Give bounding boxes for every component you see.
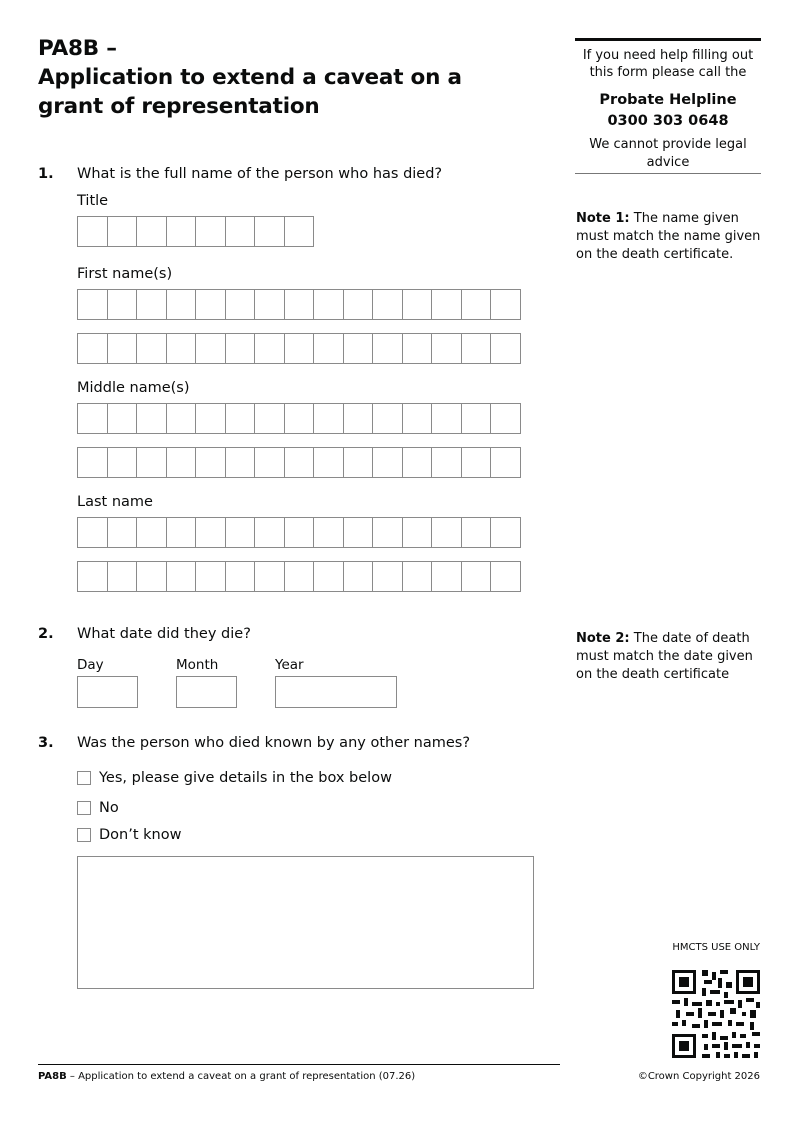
letter-box[interactable] xyxy=(343,517,374,548)
letter-box[interactable] xyxy=(461,517,492,548)
option-no-label: No xyxy=(99,800,119,816)
letter-box[interactable] xyxy=(225,447,256,478)
letter-box[interactable] xyxy=(284,403,315,434)
letter-box[interactable] xyxy=(166,403,197,434)
helpline-box xyxy=(575,38,761,174)
letter-box[interactable] xyxy=(313,333,344,364)
letter-box[interactable] xyxy=(461,289,492,320)
option-no[interactable] xyxy=(77,800,119,816)
letter-box[interactable] xyxy=(254,447,285,478)
middle-name-input-boxes-2[interactable] xyxy=(77,447,520,478)
form-code: PA8B – xyxy=(38,36,117,61)
letter-box[interactable] xyxy=(284,333,315,364)
hmcts-use-only-label: HMCTS USE ONLY xyxy=(672,942,760,953)
month-input[interactable] xyxy=(176,676,237,708)
letter-box[interactable] xyxy=(372,447,403,478)
last-name-label: Last name xyxy=(77,494,153,510)
letter-box[interactable] xyxy=(136,517,167,548)
letter-box[interactable] xyxy=(195,561,226,592)
letter-box[interactable] xyxy=(343,333,374,364)
letter-box[interactable] xyxy=(77,403,108,434)
letter-box[interactable] xyxy=(313,561,344,592)
letter-box[interactable] xyxy=(77,447,108,478)
footer-form-text: – Application to extend a caveat on a grant of representation (07.26) xyxy=(66,1071,416,1082)
helpline-intro: If you need help filling out this form please call the xyxy=(582,48,754,80)
first-name-input-boxes-1[interactable] xyxy=(77,289,520,320)
title-input-boxes[interactable] xyxy=(77,216,313,247)
letter-box[interactable] xyxy=(372,517,403,548)
letter-box[interactable] xyxy=(195,403,226,434)
letter-box[interactable] xyxy=(431,517,462,548)
letter-box[interactable] xyxy=(254,403,285,434)
footer-form-code: PA8B xyxy=(38,1071,67,1082)
question-1-text: What is the full name of the person who has died? xyxy=(77,166,443,182)
letter-box[interactable] xyxy=(166,333,197,364)
title-label: Title xyxy=(77,193,109,209)
helpline-disclaimer: We cannot provide legal advice xyxy=(589,137,747,170)
letter-box[interactable] xyxy=(372,289,403,320)
letter-box[interactable] xyxy=(166,517,197,548)
letter-box[interactable] xyxy=(136,216,167,247)
letter-box[interactable] xyxy=(402,333,433,364)
letter-box[interactable] xyxy=(372,333,403,364)
letter-box[interactable] xyxy=(136,333,167,364)
letter-box[interactable] xyxy=(461,447,492,478)
letter-box[interactable] xyxy=(490,561,521,592)
letter-box[interactable] xyxy=(343,561,374,592)
title-line-1: Application to extend a caveat on a xyxy=(38,65,462,90)
question-2-number: 2. xyxy=(38,626,54,642)
year-label: Year xyxy=(275,657,304,673)
letter-box[interactable] xyxy=(431,333,462,364)
letter-box[interactable] xyxy=(136,561,167,592)
copyright-notice: ©Crown Copyright 2026 xyxy=(637,1071,760,1082)
letter-box[interactable] xyxy=(107,447,138,478)
last-name-input-boxes-1[interactable] xyxy=(77,517,520,548)
qr-code-image xyxy=(672,970,760,1058)
letter-box[interactable] xyxy=(166,447,197,478)
letter-box[interactable] xyxy=(461,333,492,364)
letter-box[interactable] xyxy=(136,403,167,434)
year-input[interactable] xyxy=(275,676,397,708)
footer-form-reference xyxy=(38,1071,415,1082)
day-input[interactable] xyxy=(77,676,138,708)
letter-box[interactable] xyxy=(166,561,197,592)
letter-box[interactable] xyxy=(402,403,433,434)
letter-box[interactable] xyxy=(372,561,403,592)
letter-box[interactable] xyxy=(431,561,462,592)
letter-box[interactable] xyxy=(284,289,315,320)
middle-name-input-boxes-1[interactable] xyxy=(77,403,520,434)
option-dont-know-label: Don’t know xyxy=(99,827,182,843)
letter-box[interactable] xyxy=(107,289,138,320)
last-name-input-boxes-2[interactable] xyxy=(77,561,520,592)
letter-box[interactable] xyxy=(136,447,167,478)
letter-box[interactable] xyxy=(284,561,315,592)
letter-box[interactable] xyxy=(166,216,197,247)
note-2-text: The date of death must match the date given on the death certificate xyxy=(576,631,753,682)
letter-box[interactable] xyxy=(490,403,521,434)
letter-box[interactable] xyxy=(284,216,315,247)
letter-box[interactable] xyxy=(107,561,138,592)
note-1-label: Note 1: xyxy=(576,211,630,226)
helpline-name: Probate Helpline xyxy=(599,92,737,108)
option-yes-label: Yes, please give details in the box below xyxy=(99,770,392,786)
letter-box[interactable] xyxy=(195,216,226,247)
letter-box[interactable] xyxy=(77,333,108,364)
letter-box[interactable] xyxy=(254,333,285,364)
option-yes[interactable] xyxy=(77,770,392,786)
letter-box[interactable] xyxy=(225,403,256,434)
footer-divider xyxy=(38,1064,560,1065)
question-3-number: 3. xyxy=(38,735,54,751)
letter-box[interactable] xyxy=(254,216,285,247)
letter-box[interactable] xyxy=(402,447,433,478)
letter-box[interactable] xyxy=(225,216,256,247)
letter-box[interactable] xyxy=(461,561,492,592)
page-title xyxy=(38,34,508,121)
first-name-label: First name(s) xyxy=(77,266,173,282)
note-2-label: Note 2: xyxy=(576,631,630,646)
question-3-text: Was the person who died known by any other names? xyxy=(77,735,471,751)
letter-box[interactable] xyxy=(107,333,138,364)
middle-name-label: Middle name(s) xyxy=(77,380,190,396)
letter-box[interactable] xyxy=(402,289,433,320)
letter-box[interactable] xyxy=(284,517,315,548)
checkbox-no[interactable] xyxy=(77,801,91,815)
option-dont-know[interactable] xyxy=(77,827,181,843)
letter-box[interactable] xyxy=(225,561,256,592)
other-names-details-box[interactable] xyxy=(77,856,534,989)
letter-box[interactable] xyxy=(431,403,462,434)
letter-box[interactable] xyxy=(225,289,256,320)
first-name-input-boxes-2[interactable] xyxy=(77,333,520,364)
letter-box[interactable] xyxy=(372,403,403,434)
letter-box[interactable] xyxy=(343,403,374,434)
letter-box[interactable] xyxy=(107,403,138,434)
letter-box[interactable] xyxy=(313,447,344,478)
letter-box[interactable] xyxy=(195,333,226,364)
letter-box[interactable] xyxy=(195,447,226,478)
letter-box[interactable] xyxy=(254,289,285,320)
letter-box[interactable] xyxy=(77,216,108,247)
letter-box[interactable] xyxy=(461,403,492,434)
letter-box[interactable] xyxy=(195,517,226,548)
letter-box[interactable] xyxy=(107,517,138,548)
note-2 xyxy=(576,630,766,684)
note-1-text: The name given must match the name given on the death certificate. xyxy=(576,211,761,262)
month-label: Month xyxy=(176,657,219,673)
checkbox-dont-know[interactable] xyxy=(77,828,91,842)
letter-box[interactable] xyxy=(195,289,226,320)
letter-box[interactable] xyxy=(77,289,108,320)
letter-box[interactable] xyxy=(431,447,462,478)
letter-box[interactable] xyxy=(490,333,521,364)
day-label: Day xyxy=(77,657,104,673)
letter-box[interactable] xyxy=(343,447,374,478)
letter-box[interactable] xyxy=(402,561,433,592)
letter-box[interactable] xyxy=(343,289,374,320)
letter-box[interactable] xyxy=(107,216,138,247)
letter-box[interactable] xyxy=(225,333,256,364)
letter-box[interactable] xyxy=(77,561,108,592)
letter-box[interactable] xyxy=(313,403,344,434)
letter-box[interactable] xyxy=(77,517,108,548)
question-1-number: 1. xyxy=(38,166,54,182)
letter-box[interactable] xyxy=(166,289,197,320)
letter-box[interactable] xyxy=(313,289,344,320)
letter-box[interactable] xyxy=(490,517,521,548)
letter-box[interactable] xyxy=(254,517,285,548)
letter-box[interactable] xyxy=(402,517,433,548)
letter-box[interactable] xyxy=(431,289,462,320)
checkbox-yes[interactable] xyxy=(77,771,91,785)
letter-box[interactable] xyxy=(225,517,256,548)
question-2-text: What date did they die? xyxy=(77,626,251,642)
letter-box[interactable] xyxy=(254,561,285,592)
letter-box[interactable] xyxy=(490,289,521,320)
title-line-2: grant of representation xyxy=(38,94,320,119)
helpline-phone: 0300 303 0648 xyxy=(607,113,729,129)
letter-box[interactable] xyxy=(284,447,315,478)
letter-box[interactable] xyxy=(490,447,521,478)
letter-box[interactable] xyxy=(136,289,167,320)
letter-box[interactable] xyxy=(313,517,344,548)
note-1 xyxy=(576,210,766,264)
